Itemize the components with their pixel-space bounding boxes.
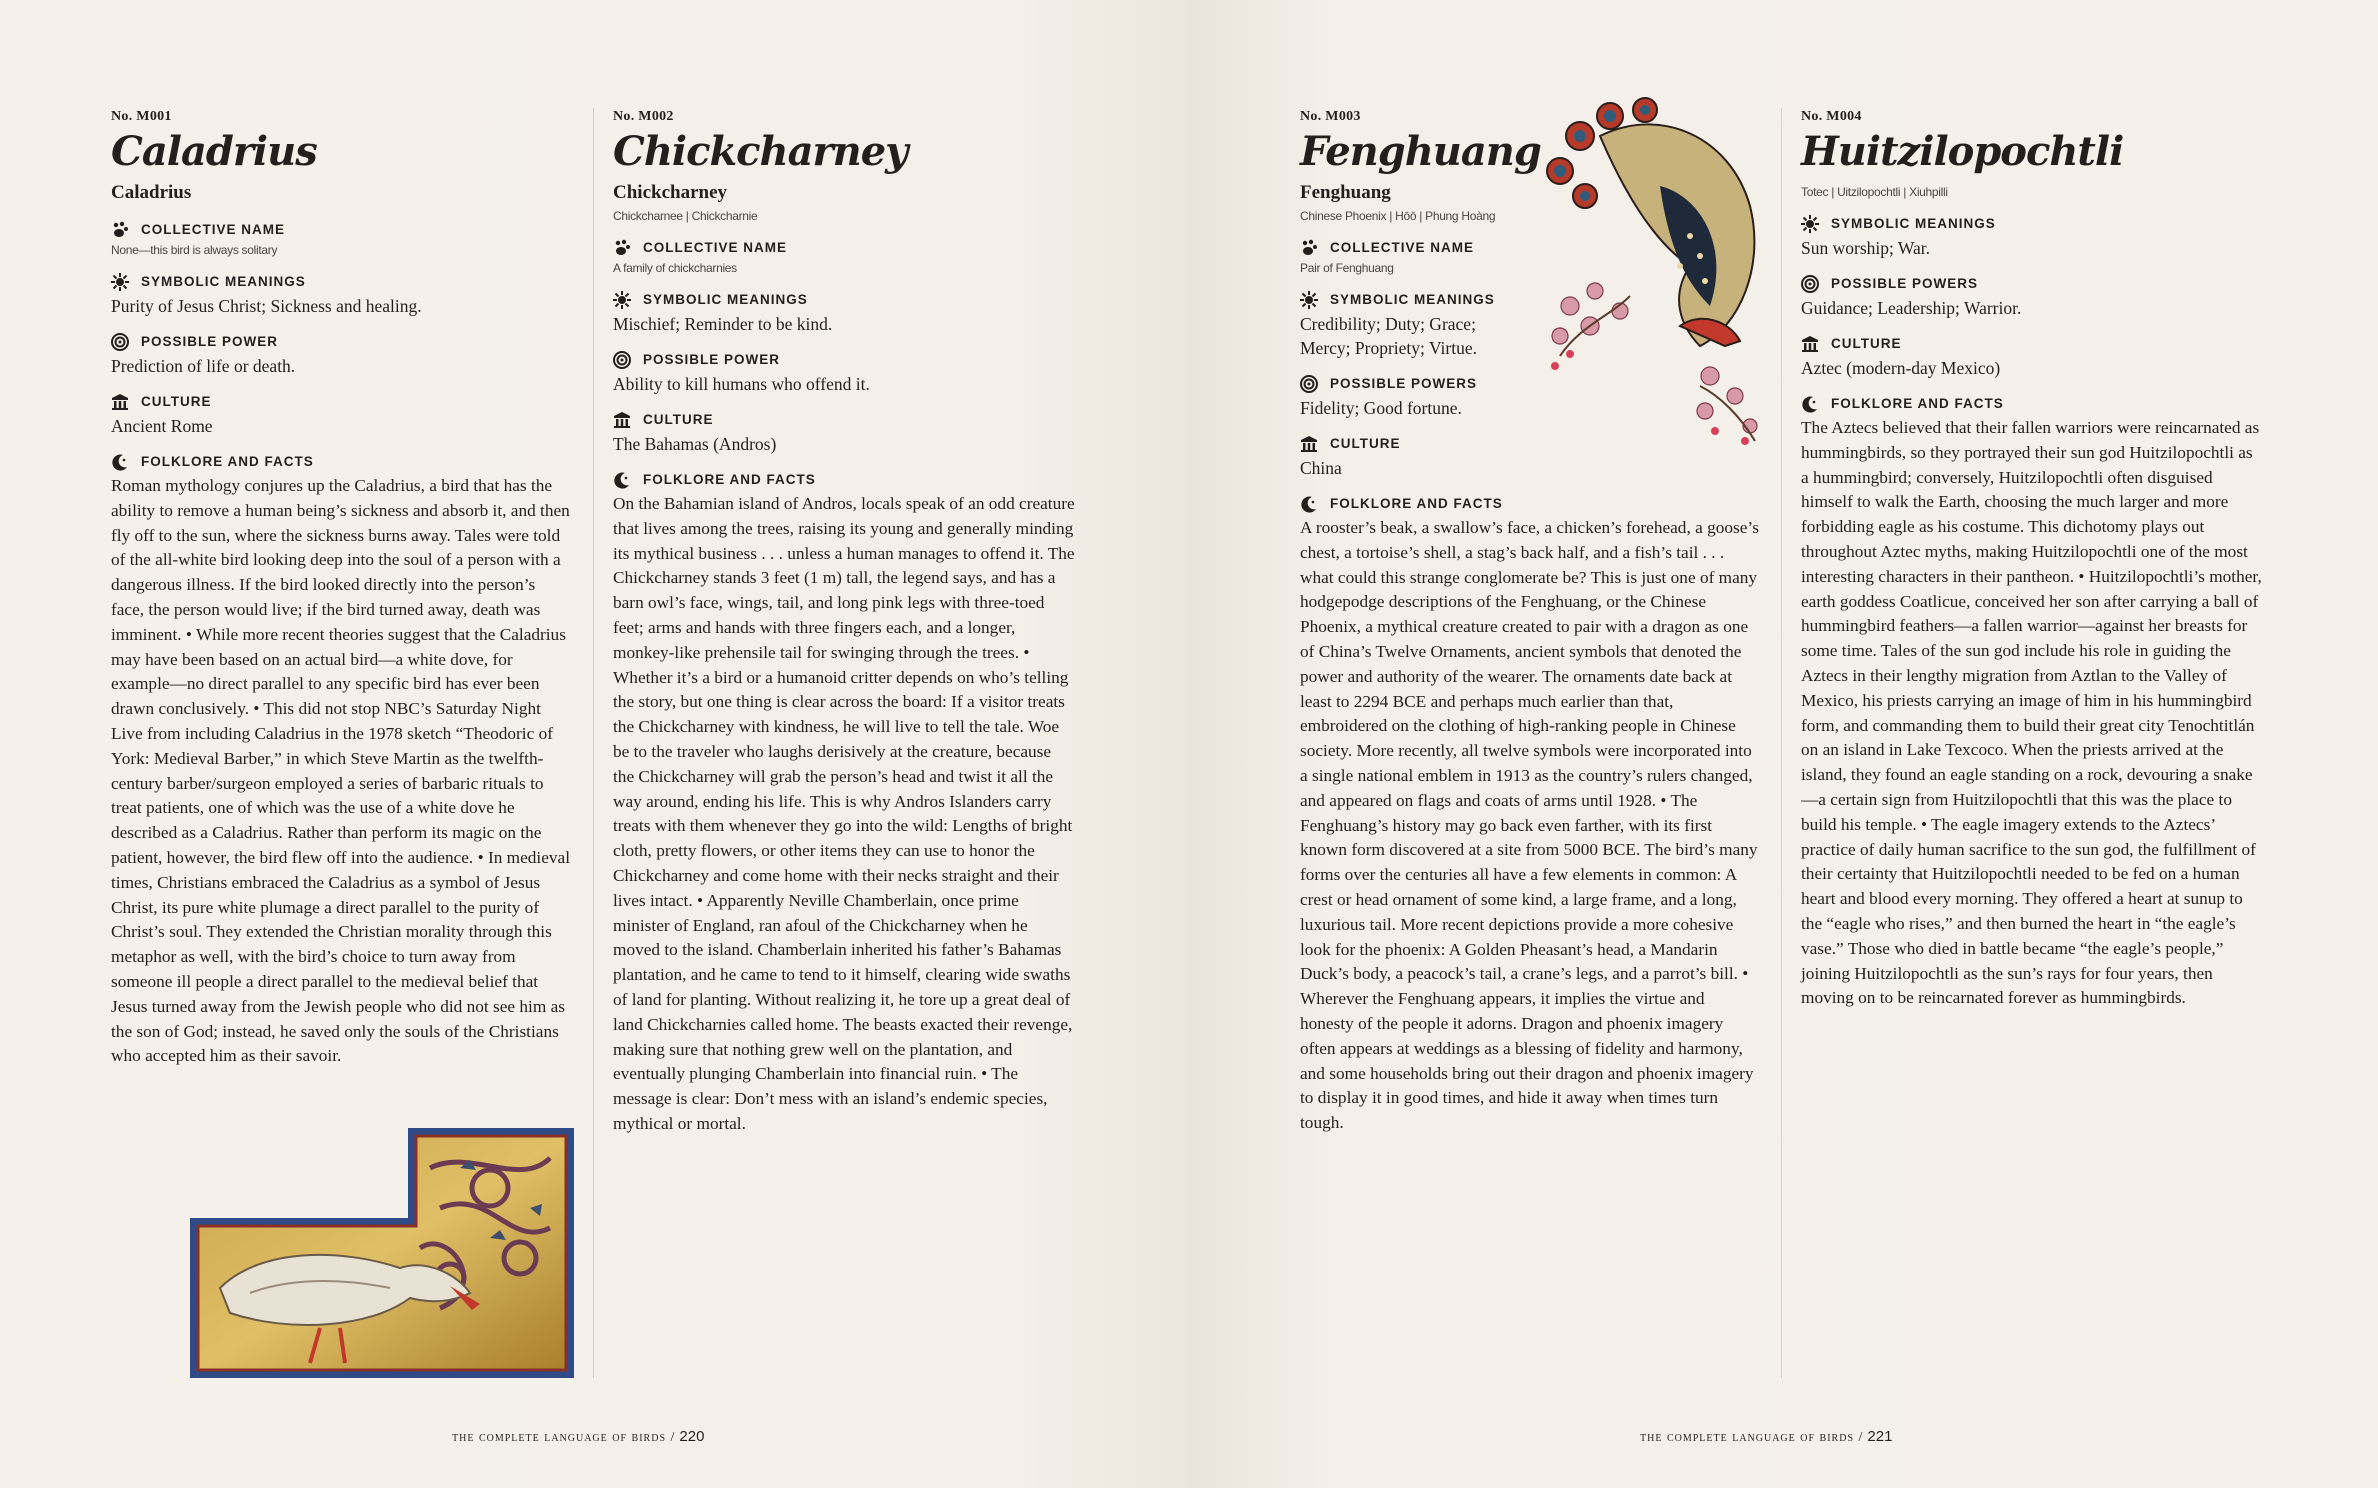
left-folio	[452, 1428, 704, 1446]
spiral-icon	[111, 333, 129, 351]
section-label: FOLKLORE AND FACTS	[613, 470, 1075, 490]
entry-aka: Chinese Phoenix | Hōō | Phung Hoàng	[1300, 209, 1496, 223]
sunburst-icon	[1300, 291, 1318, 309]
temple-icon	[1300, 435, 1318, 453]
right-folio	[1640, 1428, 1892, 1446]
section-label: POSSIBLE POWERS	[1300, 374, 1762, 394]
page-number: 220	[679, 1428, 705, 1445]
entry-title: Huitzilopochtli	[1801, 128, 2124, 175]
section-label: CULTURE	[613, 410, 1075, 430]
symbolic-meanings-value: Sun worship; War.	[1801, 238, 1931, 258]
entry-subtitle: Fenghuang	[1300, 182, 1391, 203]
section-label: POSSIBLE POWER	[613, 350, 1075, 370]
collective-name-value: Pair of Fenghuang	[1300, 261, 1394, 275]
culture-value: Ancient Rome	[111, 416, 213, 436]
possible-powers-value: Guidance; Leadership; Warrior.	[1801, 298, 2022, 318]
slash-ornament-icon: /	[1858, 1430, 1864, 1445]
sunburst-icon	[613, 291, 631, 309]
entry-title: Chickcharney	[613, 128, 908, 175]
culture-value: China	[1300, 458, 1342, 478]
book-title: the complete language of birds	[452, 1430, 666, 1445]
culture-value: The Bahamas (Andros)	[613, 434, 777, 454]
entry-subtitle: Chickcharney	[613, 182, 727, 203]
spiral-icon	[613, 351, 631, 369]
symbolic-meanings-value: Credibility; Duty; Grace; Mercy; Propriety; Virtue.	[1300, 314, 1477, 358]
temple-icon	[1801, 335, 1819, 353]
section-label: SYMBOLIC MEANINGS	[613, 290, 1075, 310]
culture-value: Aztec (modern-day Mexico)	[1801, 358, 2001, 378]
possible-power-value: Ability to kill humans who offend it.	[613, 374, 870, 394]
moon-icon	[111, 453, 129, 471]
paw-print-icon	[111, 221, 129, 239]
column-divider	[1781, 108, 1782, 1378]
section-label: FOLKLORE AND FACTS	[111, 452, 571, 472]
folklore-text: The Aztecs believed that their fallen warriors were reincarnated as hummingbirds, so they portrayed their sun god Huitzilopochtli as a hummingbird; conversely, Huitzilopochtli often disguised himself to walk the Earth, choosing the much larger and more forbidding eagle as his costume. This dichotomy plays out throughout Aztec myths, making Huitzilopochtli one of the most interesting characters in their pantheon. • Huitzilopochtli’s mother, earth goddess Coatlicue, conceived her son after carrying a ball of hummingbird feathers—a fallen warrior—against her breasts for some time. Tales of the sun god include his role in guiding the Aztecs in their lengthy migration from Aztlan to the Valley of Mexico, his priests carrying an image of him in his hummingbird form, and commanding them to build their great city Tenochtitlán on an island in Lake Texcoco. When the priests arrived at the island, they found an eagle standing on a rock, devouring a snake—a certain sign from Huitzilopochtli that this was the place to build his temple. • The eagle imagery extends to the Aztecs’ practice of daily human sacrifice to the sun god, the fulfillment of their certainty that Huitzilopochtli needed to be fed on a human heart and blood every morning. They offered a heart at sunup to the “eagle who rises,” and then burned the heart in “the eagle’s vase.” Those who died in battle became “the eagle’s people,” joining Huitzilopochtli as the sun’s rays for four years, then moving on to be reincarnated forever as hummingbirds.	[1801, 418, 2262, 1008]
collective-name-value: None—this bird is always solitary	[111, 243, 278, 257]
section-label: COLLECTIVE NAME	[1300, 238, 1762, 258]
section-label: CULTURE	[111, 392, 571, 412]
caladrius-illumination	[190, 1128, 574, 1378]
section-label: FOLKLORE AND FACTS	[1801, 394, 2263, 414]
entry-title: Caladrius	[111, 128, 317, 175]
section-label: COLLECTIVE NAME	[613, 238, 1075, 258]
spiral-icon	[1801, 275, 1819, 293]
section-label: FOLKLORE AND FACTS	[1300, 494, 1762, 514]
entry-aka: Totec | Uitzilopochtli | Xiuhpilli	[1801, 185, 1948, 199]
symbolic-meanings-value: Mischief; Reminder to be kind.	[613, 314, 833, 334]
entry-subtitle: Caladrius	[111, 182, 192, 203]
entry-number: No. M002	[613, 109, 674, 124]
sunburst-icon	[111, 273, 129, 291]
spiral-icon	[1300, 375, 1318, 393]
entry-title: Fenghuang	[1300, 128, 1541, 175]
possible-power-value: Prediction of life or death.	[111, 356, 296, 376]
sunburst-icon	[1801, 215, 1819, 233]
column-divider	[593, 108, 594, 1378]
symbolic-meanings-value: Purity of Jesus Christ; Sickness and healing.	[111, 296, 422, 316]
temple-icon	[111, 393, 129, 411]
entry-number: No. M001	[111, 109, 172, 124]
entry-chickcharney	[613, 108, 1075, 1137]
entry-number: No. M004	[1801, 109, 1862, 124]
entry-number: No. M003	[1300, 109, 1361, 124]
section-label: COLLECTIVE NAME	[111, 220, 571, 240]
possible-powers-value: Fidelity; Good fortune.	[1300, 398, 1462, 418]
entry-aka: Chickcharnee | Chickcharnie	[613, 209, 758, 223]
entry-caladrius	[111, 108, 571, 1069]
moon-icon	[1801, 395, 1819, 413]
moon-icon	[613, 471, 631, 489]
section-label: POSSIBLE POWER	[111, 332, 571, 352]
section-label: CULTURE	[1801, 334, 2263, 354]
section-label: CULTURE	[1300, 434, 1762, 454]
section-label: SYMBOLIC MEANINGS	[1801, 214, 2263, 234]
folklore-text: A rooster’s beak, a swallow’s face, a chicken’s forehead, a goose’s chest, a tortoise’s shell, a stag’s back half, and a fish’s tail . . . what could this strange conglomerate be? This is just one of many hodgepodge descriptions of the Fenghuang, or the Chinese Phoenix, a mythical creature created to pair with a dragon as one of China’s Twelve Ornaments, ancient symbols that denoted the power and authority of the wearer. The ornaments date back at least to 2294 BCE and perhaps much earlier than that, embroidered on the clothing of high-ranking people in Chinese society. More recently, all twelve symbols were incorporated into a single national emblem in 1913 as the country’s rulers changed, and appeared on flags and coats of arms until 1928. • The Fenghuang’s history may go back even farther, with its first known form discovered at a site from 5000 BCE. The bird’s many forms over the centuries all have a few elements in common: A crest or head ornament of some kind, a large frame, and a long, luxurious tail. More recent depictions provide a more cohesive look for the phoenix: A Golden Pheasant’s head, a Mandarin Duck’s body, a peacock’s tail, a crane’s legs, and a parrot’s bill. • Wherever the Fenghuang appears, it implies the virtue and honesty of the people it adorns. Dragon and phoenix imagery often appears at weddings as a blessing of fidelity and harmony, and some households bring out their dragon and phoenix imagery to display it in good times, and hide it away when times turn tough.	[1300, 518, 1759, 1133]
moon-icon	[1300, 495, 1318, 513]
folklore-text: Roman mythology conjures up the Caladrius, a bird that has the ability to remove a human being’s sickness and absorb it, and then fly off to the sun, where the sickness burns away. Tales were told of the all-white bird looking deep into the soul of a person with a dangerous illness. If the bird looked directly into the person’s face, the person would live; if the bird turned away, death was imminent. • While more recent theories suggest that the Caladrius may have been based on an actual bird—a white dove, for example—no direct parallel to any specific bird has ever been drawn conclusively. • This did not stop NBC’s Saturday Night Live from including Caladrius in the 1978 sketch “Theodoric of York: Medieval Barber,” in which Steve Martin as the twelfth-century barber/surgeon employed a series of barbaric rituals to treat patients, one of which was the use of a white dove he described as a Caladrius. Rather than perform its magic on the patient, however, the bird flew off into the audience. • In medieval times, Christians embraced the Caladrius as a symbol of Jesus Christ, its pure white plumage a direct parallel to the purity of Christ’s soul. They extended the Christian morality through this metaphor as well, with the bird’s choice to turn away from someone ill people a direct parallel to the medieval belief that Jesus turned away from the Jewish people who did not see him as the son of God; instead, he saved only the souls of the Christians who accepted him as their savoir.	[111, 476, 570, 1066]
entry-huitzilopochtli	[1801, 108, 2263, 1011]
paw-print-icon	[1300, 239, 1318, 257]
entry-fenghuang	[1300, 108, 1762, 1136]
paw-print-icon	[613, 239, 631, 257]
book-title: the complete language of birds	[1640, 1430, 1854, 1445]
collective-name-value: A family of chickcharnies	[613, 261, 737, 275]
section-label: SYMBOLIC MEANINGS	[1300, 290, 1762, 310]
section-label: SYMBOLIC MEANINGS	[111, 272, 571, 292]
page-number: 221	[1867, 1428, 1893, 1445]
temple-icon	[613, 411, 631, 429]
folklore-text: On the Bahamian island of Andros, locals speak of an odd creature that lives among the trees, raising its young and generally minding its mythical business . . . unless a human manages to offend it. The Chickcharney stands 3 feet (1 m) tall, the legend says, and has a barn owl’s face, wings, tail, and long pink legs with three-toed feet; arms and hands with three fingers each, and a longer, monkey-like prehensile tail for swinging through the trees. • Whether it’s a bird or a humanoid critter depends on who’s telling the story, but one thing is clear across the board: If a visitor treats the Chickcharney with kindness, he will live to tell the tale. Woe be to the traveler who laughs derisively at the creature, because the Chickcharney will grab the person’s head and twist it all the way around, ending his life. This is why Andros Islanders carry treats with them whenever they go into the wild: Lengths of bright cloth, pretty flowers, or other items they can use to honor the Chickcharney and come home with their necks straight and their lives intact. • Apparently Neville Chamberlain, once prime minister of England, ran afoul of the Chickcharney when he moved to the island. Chamberlain inherited his father’s Bahamas plantation, and he came to tend to it himself, clearing wide swaths of land for planting. Without realizing it, he tore up a great deal of land Chickcharnies called home. The beasts exacted their revenge, making sure that nothing grew well on the plantation, and eventually plunging Chamberlain into financial ruin. • The message is clear: Don’t mess with an island’s endemic species, mythical or mortal.	[613, 494, 1075, 1133]
slash-ornament-icon: /	[670, 1430, 676, 1445]
section-label: POSSIBLE POWERS	[1801, 274, 2263, 294]
